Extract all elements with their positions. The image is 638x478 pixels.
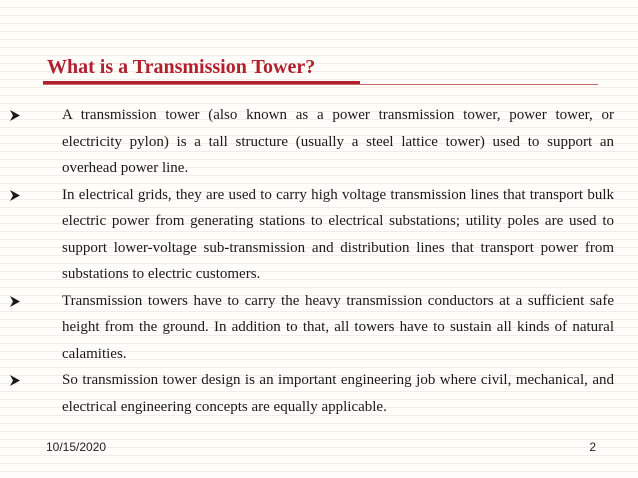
title-rule xyxy=(43,84,598,85)
arrowhead-bullet-icon xyxy=(10,110,20,121)
bullet-item xyxy=(0,182,614,288)
arrowhead-bullet-icon xyxy=(10,190,20,201)
bullet-item xyxy=(0,367,614,420)
footer-date: 10/15/2020 xyxy=(46,440,107,454)
bullet-text: In electrical grids, they are used to carry high voltage transmission lines that transport bulk electric power from generating stations to electrical substations; utility poles are used to support lower-voltage sub-transmission and distribution lines that transport power from substations to electric customers. xyxy=(62,186,614,282)
bullet-text: A transmission tower (also known as a power transmission tower, power tower, or electricity pylon) is a tall structure (usually a steel lattice tower) used to support an overhead power line. xyxy=(62,107,614,176)
bullet-text: So transmission tower design is an important engineering job where civil, mechanical, and electrical engineering concepts are equally applicable. xyxy=(62,372,614,415)
arrowhead-bullet-icon xyxy=(10,296,20,307)
bullet-item xyxy=(0,288,614,368)
arrowhead-bullet-icon xyxy=(10,375,20,386)
bullet-item xyxy=(0,102,614,182)
bullet-text: Transmission towers have to carry the heavy transmission conductors at a sufficient safe height from the ground. In addition to that, all towers have to sustain all kinds of natural calamities. xyxy=(62,292,614,362)
page-number: 2 xyxy=(589,440,596,454)
bullet-list xyxy=(0,102,614,420)
slide-title: What is a Transmission Tower? xyxy=(47,56,316,78)
